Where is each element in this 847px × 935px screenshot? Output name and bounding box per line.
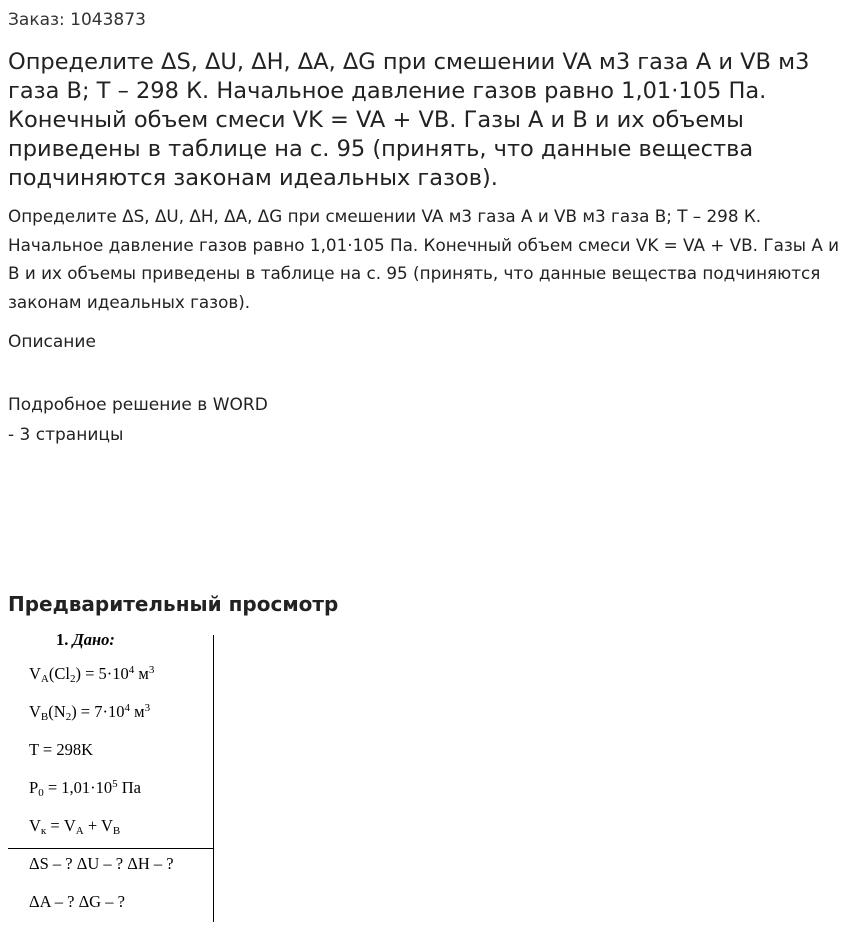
given-line-vb: $V_B(N_2) = 7\cdot 10^4$ $м^3$ bbox=[29, 702, 151, 723]
given-line-volume: $V_к = V_A + V_B$ bbox=[29, 816, 121, 837]
given-line-pressure: $P_0 = 1,01\cdot 10^5$ Па bbox=[29, 778, 141, 799]
description-label: Описание bbox=[8, 332, 96, 352]
table-vertical-divider bbox=[213, 635, 214, 922]
preview-image bbox=[8, 628, 308, 928]
given-label: Дано: bbox=[72, 630, 115, 649]
task-text: Определите ΔS, ΔU, ΔH, ΔA, ΔG при смешении VA м3 газа A и VB м3 газа B; T – 298 К. Начальное давление газов равно 1,01·105 Па. Конечный объем смеси VK = VA + VB. Газы A и B и их объемы приведены в таблице на с. 95 (принять, что данные вещества подчиняются законам идеальных газов). bbox=[8, 206, 840, 312]
order-number: Заказ: 1043873 bbox=[8, 10, 146, 30]
given-number: 1. bbox=[56, 630, 69, 649]
page-title: Определите ΔS, ΔU, ΔH, ΔA, ΔG при смешении VA м3 газа A и VB м3 газа B; T – 298 К. Начальное давление газов равно 1,01·105 Па. Конечный объем смеси VK = VA + VB. Газы A и B и их объемы приведены в таблице на с. 95 (принять, что данные вещества подчиняются законам идеальных газов). bbox=[8, 49, 810, 191]
find-line-2: ΔA – ? ΔG – ? bbox=[29, 892, 125, 911]
given-line-va: $V_A(Cl_2) = 5\cdot 10^4$ $м^3$ bbox=[29, 664, 155, 685]
given-line-temperature: T = 298K bbox=[29, 740, 94, 759]
preview-heading: Предварительный просмотр bbox=[8, 592, 339, 616]
find-line-1: ΔS – ? ΔU – ? ΔH – ? bbox=[29, 854, 174, 873]
given-heading bbox=[56, 630, 115, 650]
table-horizontal-divider bbox=[8, 848, 214, 849]
description-text: Подробное решение в WORD - 3 страницы bbox=[8, 395, 268, 445]
